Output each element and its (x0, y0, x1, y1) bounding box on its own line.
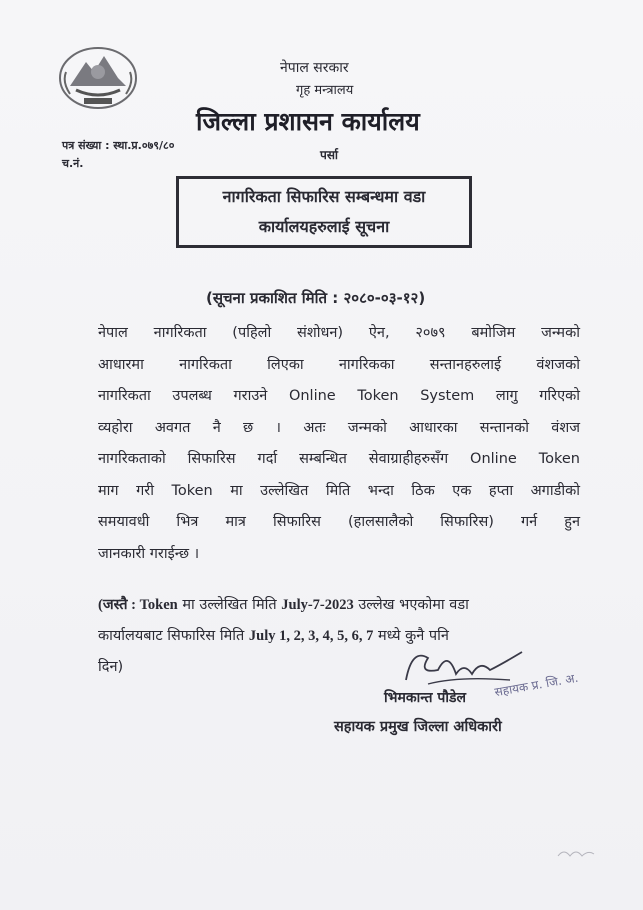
body-line: समयावधी भित्र मात्र सिफारिस (हालसालैको सिफारिस) गर्न हुन (98, 514, 580, 530)
example-text: मध्ये कुनै पनि (373, 628, 449, 644)
body-line: आधारमा नागरिकता लिएका नागरिकका सन्तानहरुलाई वंशजको (98, 356, 580, 373)
signatory-stamp: सहायक प्र. जि. अ. (493, 670, 580, 700)
signatory-designation: सहायक प्रमुख जिल्ला अधिकारी (334, 719, 502, 735)
faint-mark-icon (556, 844, 596, 862)
example-dates: July 1, 2, 3, 4, 5, 6, 7 (248, 628, 374, 644)
government-name: नेपाल सरकार (280, 60, 349, 76)
body-line: जानकारी गराईन्छ । (98, 545, 200, 562)
ministry-name: गृह मन्त्रालय (296, 83, 354, 98)
body-line: माग गरी Token मा उल्लेखित मिति भन्दा ठिक एक हप्ता अगाडीको (98, 482, 580, 499)
example-text: उल्लेख भएकोमा वडा (353, 597, 469, 613)
dispatch-number: च.नं. (62, 157, 84, 170)
body-line: नागरिकताको सिफारिस गर्दा सम्बन्धित सेवाग्राहीहरुसँग Online Token (98, 451, 580, 467)
district-name: पर्सा (320, 148, 339, 162)
notice-title-box (176, 176, 472, 248)
body-line: नागरिकता उपलब्ध गराउने Online Token System लागु गरिएको (98, 388, 580, 404)
example-text: कार्यालयबाट सिफारिस मिति (98, 628, 249, 644)
body-line: नेपाल नागरिकता (पहिलो संशोधन) ऐन, २०७९ बमोजिम जन्मको (98, 325, 580, 341)
example-date: July-7-2023 (281, 597, 354, 613)
example-text: मा उल्लेखित मिति (177, 597, 282, 613)
body-line: व्यहोरा अवगत नै छ । अतः जन्मको आधारका सन्तानको वंशज (98, 419, 580, 436)
example-line: दिन) (98, 659, 124, 675)
example-lead: (जस्तै : Token (98, 597, 178, 613)
notice-title: नागरिकता सिफारिस सम्बन्धमा वडा कार्यालयहरुलाई सूचना (222, 187, 426, 236)
nepal-government-emblem-icon (56, 42, 140, 112)
notice-body (98, 318, 580, 570)
published-date: (सूचना प्रकाशित मिति : २०८०-०३-१२) (206, 289, 426, 307)
signatory-name: भिमकान्त पौडेल (384, 690, 466, 706)
office-title: जिल्ला प्रशासन कार्यालय (196, 107, 420, 136)
example-line (98, 590, 580, 621)
reference-number: पत्र संख्या : स्था.प्र.०७९/८० (62, 139, 175, 152)
